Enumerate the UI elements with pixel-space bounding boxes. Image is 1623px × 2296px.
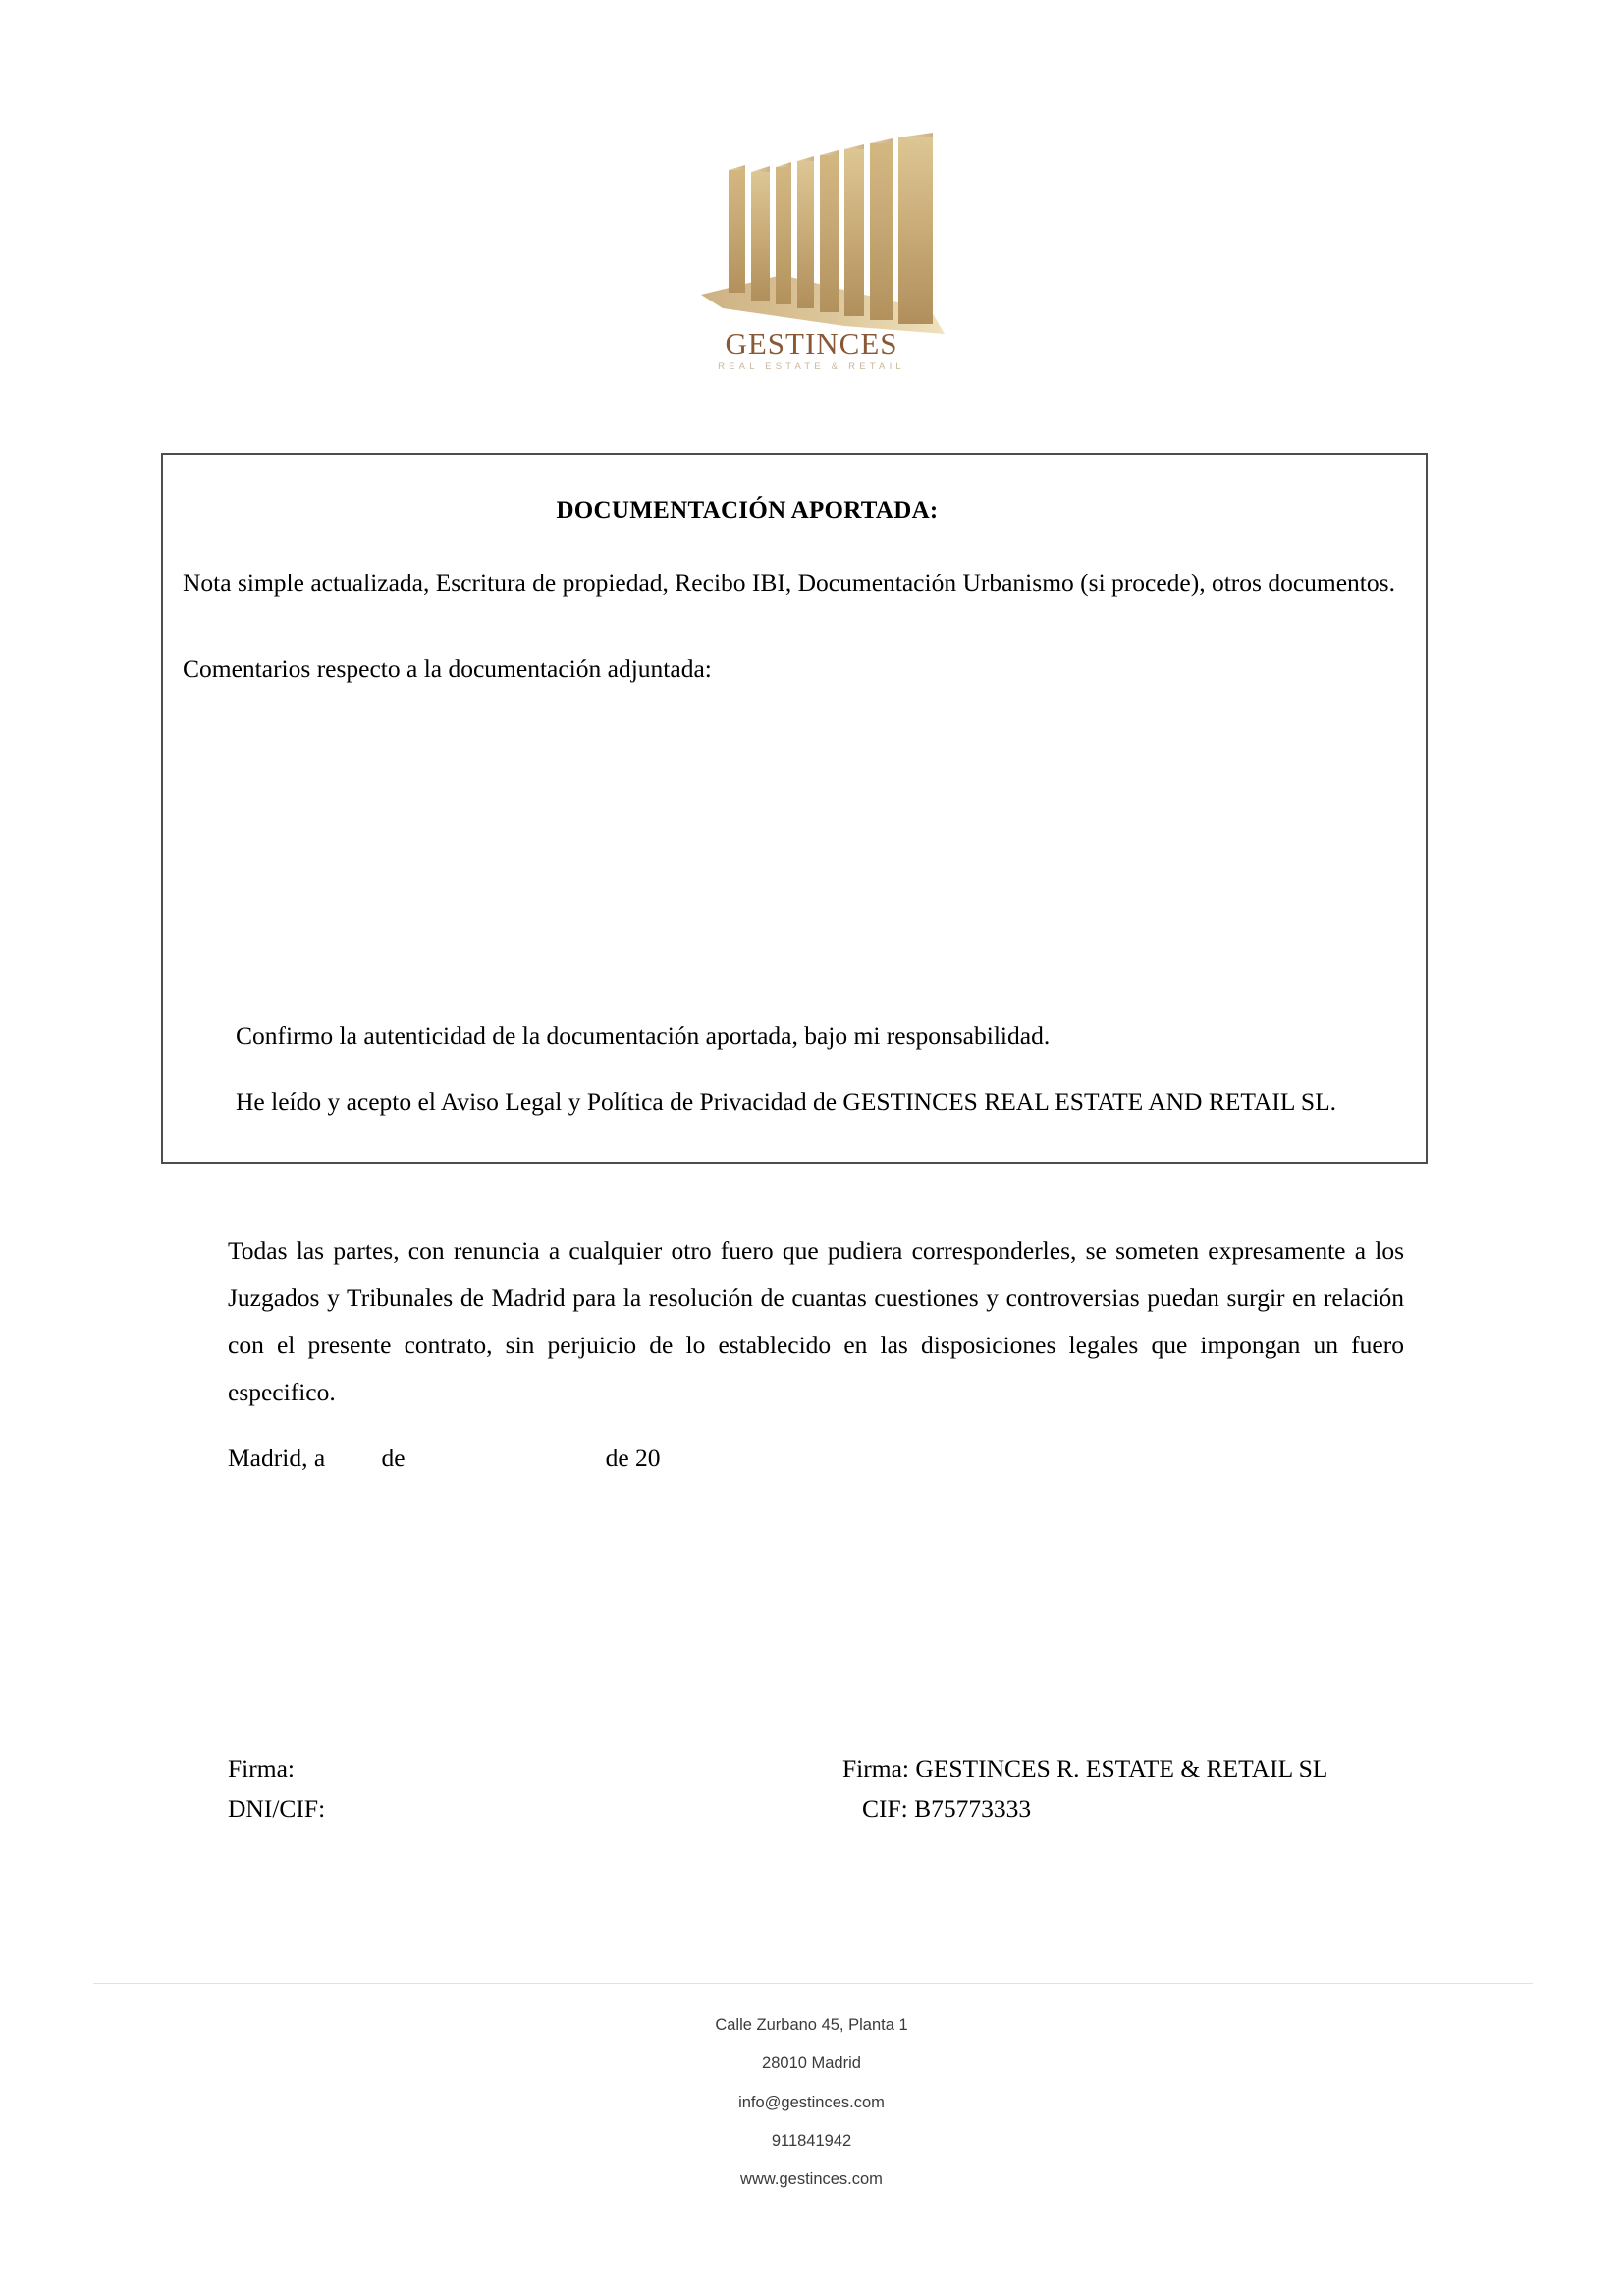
documentacion-aportada-box	[161, 453, 1428, 1164]
logo-tagline: REAL ESTATE & RETAIL	[718, 361, 905, 372]
logo-brand-name: GESTINCES	[725, 326, 898, 360]
client-dni-cif-label: DNI/CIF:	[228, 1794, 326, 1824]
accept-legal-notice-text: He leído y acepto el Aviso Legal y Política de Privacidad de GESTINCES REAL ESTATE AND RETAIL SL.	[236, 1086, 1337, 1116]
company-logo-block	[0, 126, 1623, 381]
client-firma-label: Firma:	[228, 1754, 295, 1782]
footer-website[interactable]: www.gestinces.com	[740, 2170, 883, 2189]
paragraph-spacer	[183, 603, 1410, 648]
doc-box-body	[183, 563, 1410, 689]
confirm-authenticity-text: Confirmo la autenticidad de la documentación aportada, bajo mi responsabilidad.	[236, 1020, 1051, 1050]
footer-email[interactable]: info@gestinces.com	[738, 2093, 885, 2111]
doc-box-declaration	[183, 990, 1410, 1147]
date-line[interactable]: Madrid, a de de 20	[228, 1444, 661, 1472]
footer-address-line2: 28010 Madrid	[762, 2054, 861, 2073]
logo-wordmark	[650, 328, 974, 372]
signature-row-firma	[228, 1748, 1426, 1788]
comments-label: Comentarios respecto a la documentación adjuntada:	[183, 654, 712, 683]
gestinces-building-logo	[650, 126, 974, 381]
documents-provided-text: Nota simple actualizada, Escritura de propiedad, Recibo IBI, Documentación Urbanismo (si procede), otros documentos.	[183, 569, 1395, 597]
signature-block	[228, 1748, 1426, 1830]
doc-box-title: DOCUMENTACIÓN APORTADA:	[556, 497, 939, 523]
company-firma-label: Firma: GESTINCES R. ESTATE & RETAIL SL	[842, 1754, 1328, 1782]
jurisdiction-clause-paragraph: Todas las partes, con renuncia a cualquier otro fuero que pudiera corresponderles, se someten expresamente a los Juzgados y Tribunales de Madrid para la resolución de cuantas cuestiones y controversias puedan surgir en relación con el presente contrato, sin perjuicio de lo establecido en las disposiciones legales que impongan un fuero especifico.	[228, 1236, 1404, 1406]
company-cif-value: CIF: B75773333	[862, 1794, 1032, 1824]
page-footer	[0, 2006, 1623, 2199]
footer-phone[interactable]: 911841942	[771, 2131, 852, 2150]
footer-address-line1: Calle Zurbano 45, Planta 1	[715, 2016, 908, 2034]
footer-divider	[93, 1983, 1533, 1984]
signature-row-id	[228, 1788, 1426, 1829]
